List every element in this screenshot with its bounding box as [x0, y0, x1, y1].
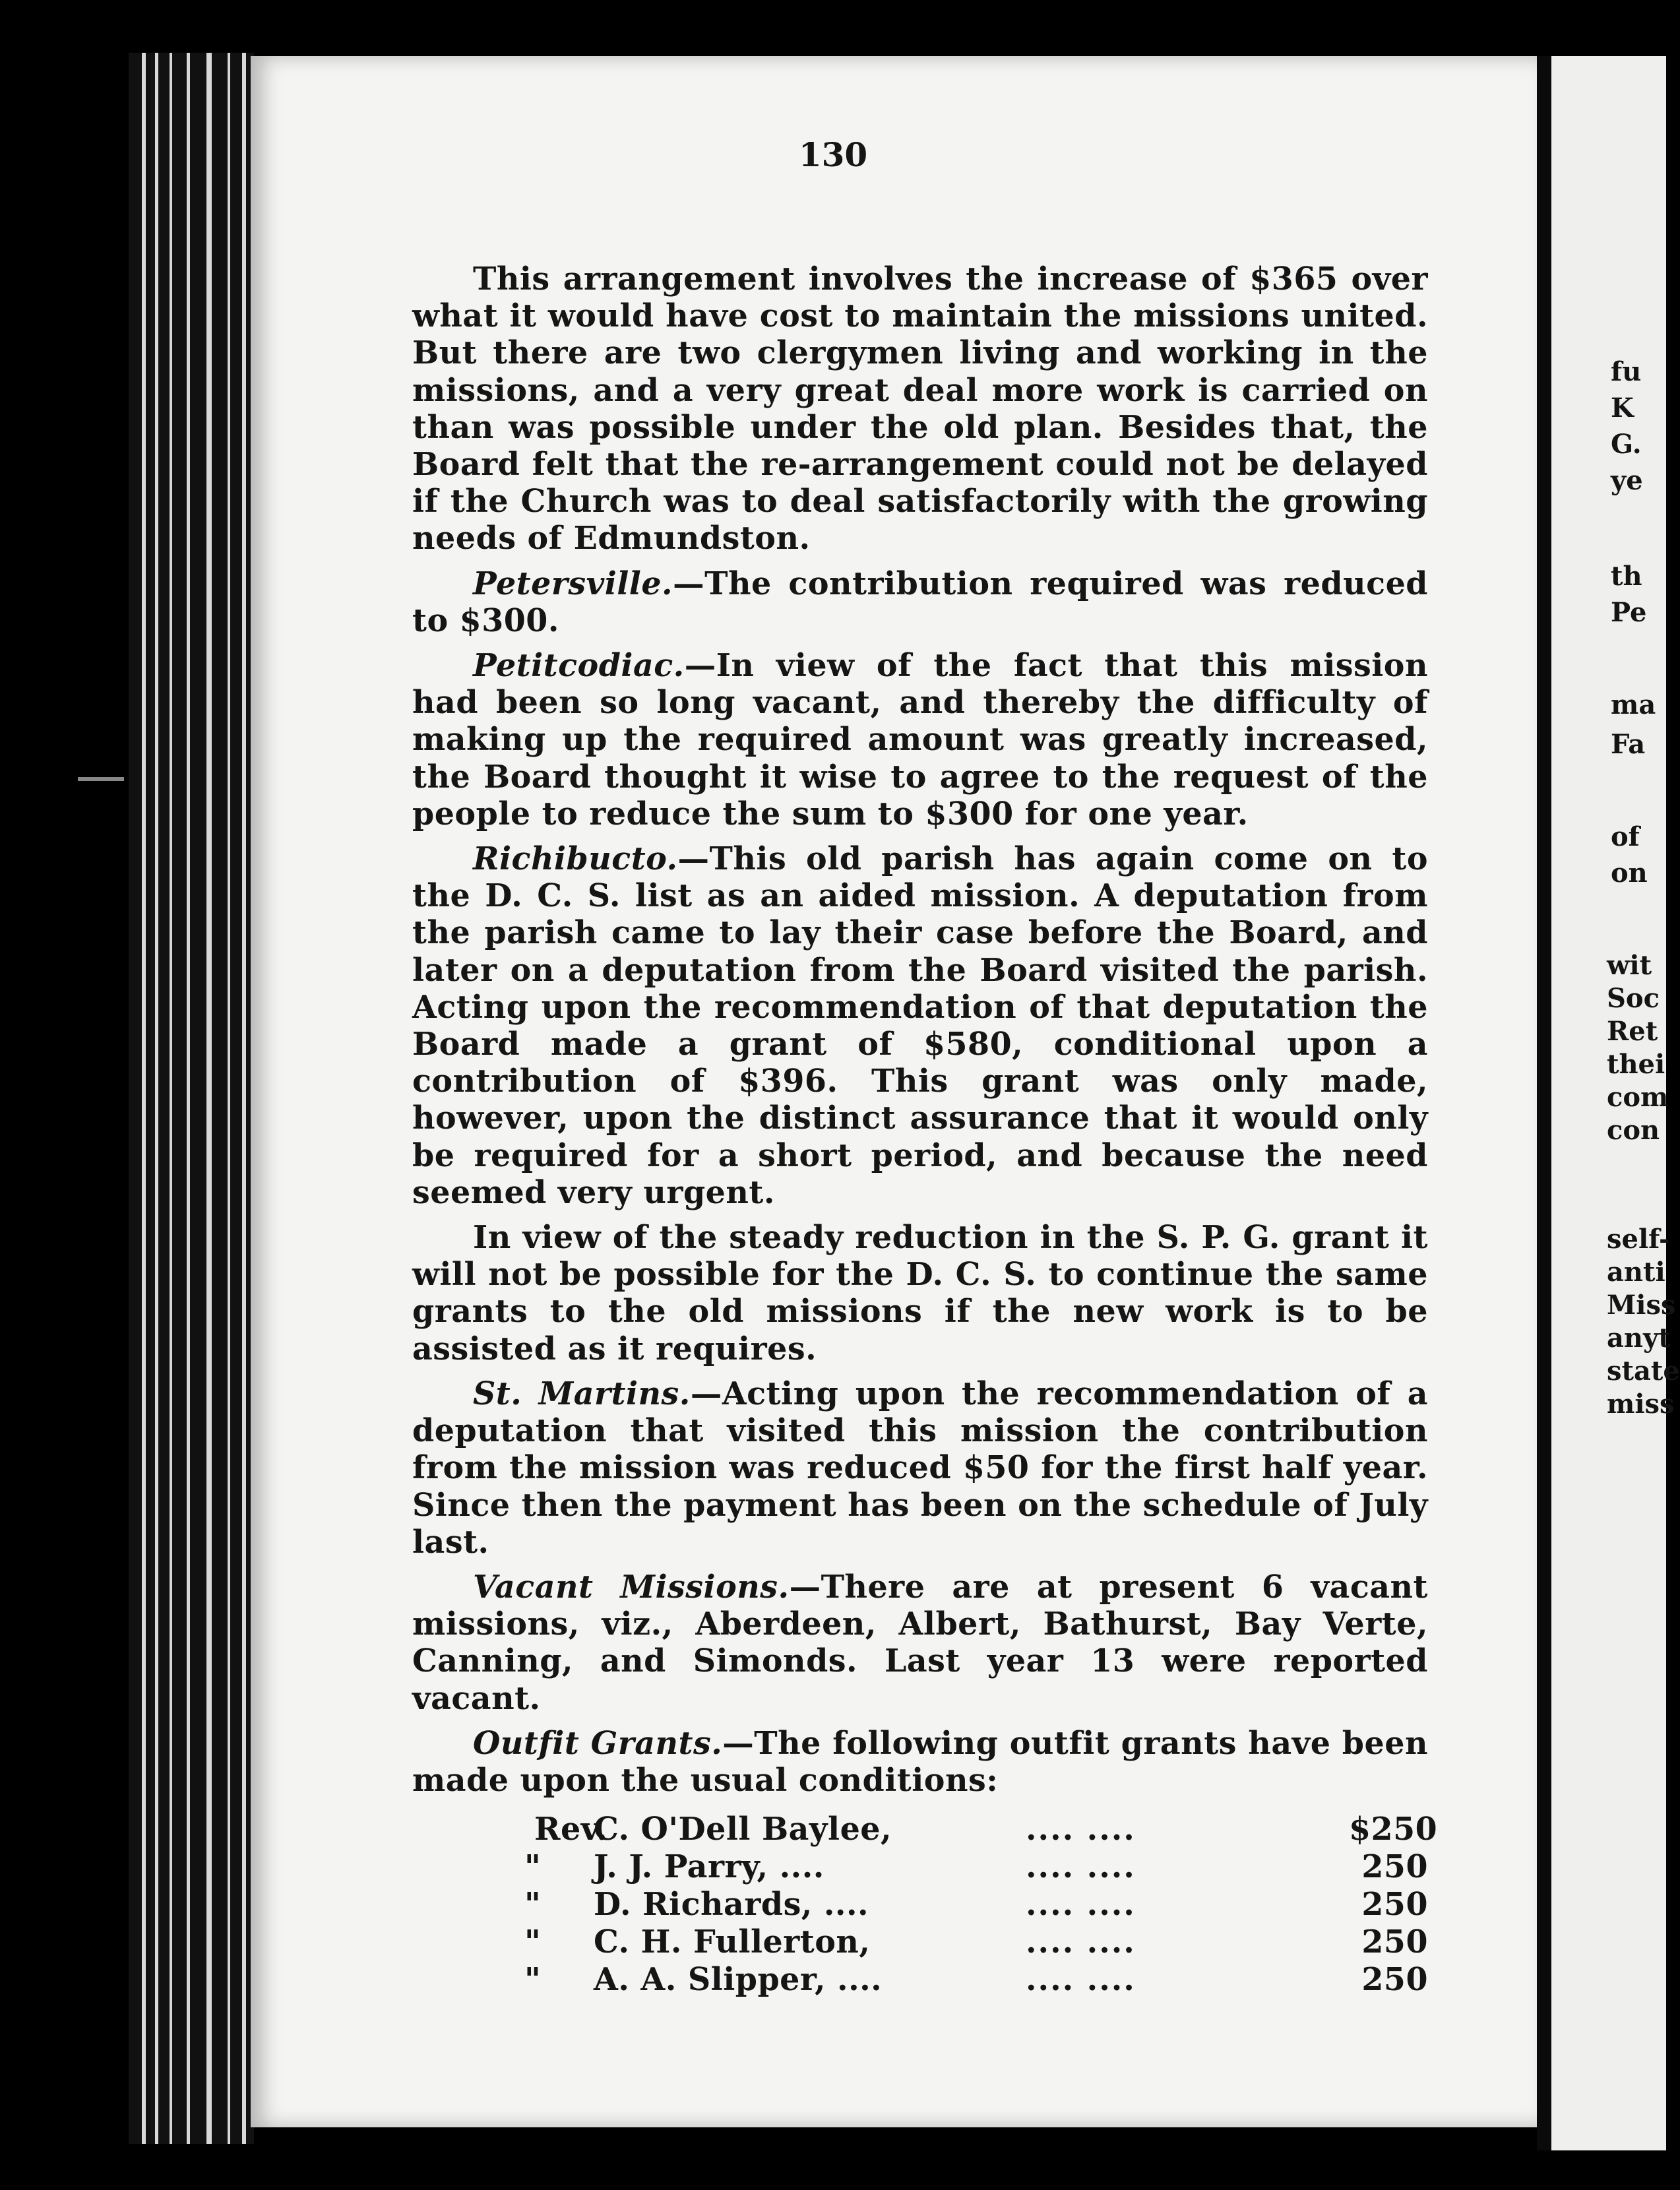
facing-page-text-fragment: Pe — [1611, 597, 1647, 628]
facing-page-text-fragment: con — [1607, 1115, 1660, 1146]
facing-page-text-fragment: ye — [1611, 465, 1643, 496]
outfit-grants-list — [412, 1811, 1438, 1999]
paragraph-spg-grant: In view of the steady reduction in the S. P. G. grant it will not be possible for the D. C. S. to continue the same grants to the old missions if the new work is to be assisted as it requires. — [412, 1219, 1428, 1367]
section-heading: Petersville. — [473, 565, 673, 602]
facing-page — [1537, 56, 1680, 2150]
book-binding — [129, 53, 254, 2144]
facing-page-text-fragment: G. — [1611, 429, 1642, 460]
facing-page-text-fragment: self- — [1607, 1224, 1670, 1255]
page-number: 130 — [798, 135, 868, 174]
paragraph-petitcodiac: Petitcodiac.—In view of the fact that this mission had been so long vacant, and thereby the difficulty of making up the required amount was greatly increased, the Board thought it wise to agree to the request of the people to reduce the sum to $300 for one year. — [412, 647, 1428, 832]
paragraph-vacant-missions: Vacant Missions.—There are at present 6 vacant missions, viz., Aberdeen, Albert, Bathurst, Bay Verte, Canning, and Simonds. Last year 13 were reported vacant. — [412, 1568, 1428, 1717]
facing-page-text-fragment: K — [1611, 392, 1634, 423]
facing-page-text-fragment: th — [1611, 561, 1642, 592]
section-heading: Vacant Missions. — [473, 1568, 790, 1606]
grant-row: " D. Richards, .... .... .... 250 — [524, 1886, 1428, 1924]
facing-page-text-fragment: of — [1611, 821, 1640, 852]
facing-page-text-fragment: on — [1611, 858, 1648, 889]
page-body — [412, 261, 1438, 1999]
facing-page-text-fragment: Miss — [1607, 1290, 1676, 1321]
facing-page-text-fragment: Ret — [1607, 1016, 1658, 1047]
facing-page-text-fragment: Fa — [1611, 729, 1646, 760]
paragraph-edmundston: This arrangement involves the increase of $365 over what it would have cost to maintain the missions united. But there are two clergymen living and working in the missions, and a very great deal more work is carried on than was possible under the old plan. Besides that, the Board felt that the re-arrangement could not be delayed if the Church was to deal satisfactorily with the growing needs of Edmundston. — [412, 261, 1428, 557]
facing-page-text-fragment: com — [1607, 1082, 1669, 1113]
section-heading: St. Martins. — [473, 1375, 691, 1412]
paragraph-st-martins: St. Martins.—Acting upon the recommendation of a deputation that visited this mission the contribution from the mission was reduced $50 for the first half year. Since then the payment has been on the schedule of July last. — [412, 1375, 1428, 1561]
facing-page-text-fragment: miss — [1607, 1389, 1675, 1420]
facing-page-text-fragment: wit — [1607, 950, 1652, 981]
paragraph-petersville: Petersville.—The contribution required was reduced to $300. — [412, 565, 1428, 639]
paragraph-outfit-grants: Outfit Grants.—The following outfit grants have been made upon the usual conditions: — [412, 1724, 1428, 1799]
grant-row: " A. A. Slipper, .... .... .... 250 — [524, 1961, 1428, 1999]
facing-page-text-fragment: anti — [1607, 1257, 1665, 1288]
paragraph-richibucto: Richibucto.—This old parish has again come on to the D. C. S. list as an aided mission. A deputation from the parish came to lay their case before the Board, and later on a deputation from the Board visited the parish. Acting upon the recommendation of that deputation the Board made a grant of $580, conditional upon a contribution of $396. This grant was only made, however, upon the distinct assurance that it would only be required for a short period, and because the need seemed very urgent. — [412, 840, 1428, 1211]
grant-row: Rev. C. O'Dell Baylee, .... .... $250 — [534, 1811, 1438, 1848]
ink-smudge — [78, 777, 124, 781]
facing-page-text-fragment: Soc — [1607, 983, 1660, 1014]
grant-row: " C. H. Fullerton, .... .... 250 — [524, 1924, 1428, 1961]
facing-page-text-fragment: thei — [1607, 1049, 1665, 1080]
facing-page-text-fragment: anyt — [1607, 1323, 1671, 1354]
facing-page-text-fragment: ma — [1611, 689, 1656, 720]
facing-page-text-fragment: state — [1607, 1356, 1680, 1387]
facing-page-text-fragment: fu — [1611, 356, 1642, 387]
section-heading: Outfit Grants. — [473, 1724, 723, 1762]
section-heading: Richibucto. — [473, 840, 678, 878]
section-heading: Petitcodiac. — [473, 647, 685, 685]
grant-row: " J. J. Parry, .... .... .... 250 — [524, 1848, 1428, 1886]
